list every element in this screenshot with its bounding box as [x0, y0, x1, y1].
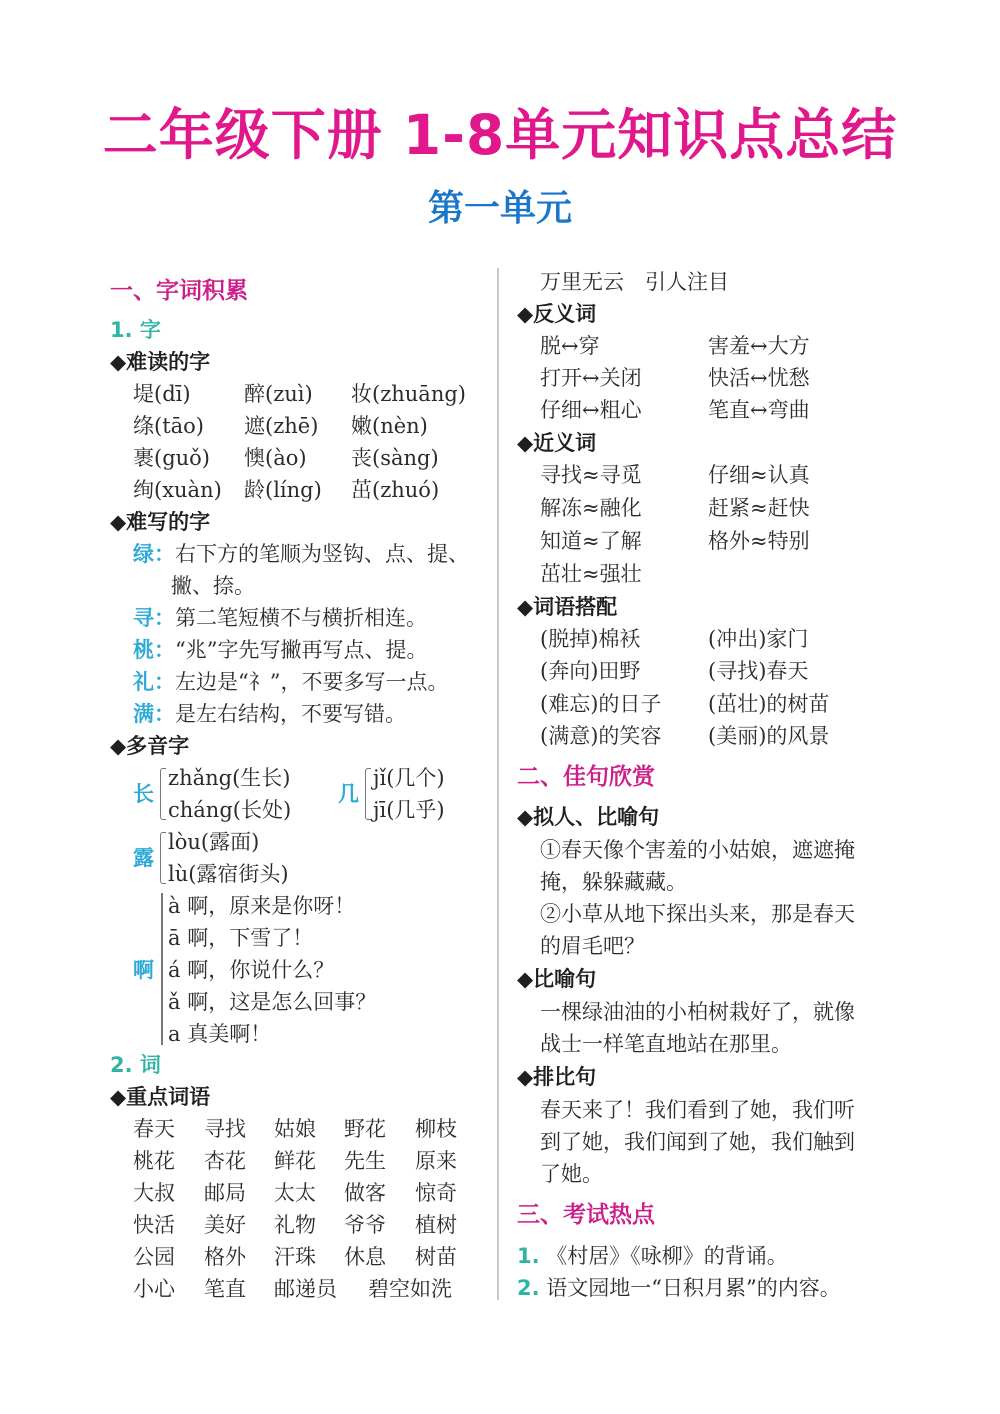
polyphone-example: a 真美啊！	[168, 1022, 272, 1046]
hard-read-item: 妆(zhuāng)	[351, 382, 466, 406]
sentence-line: 一棵绿油油的小柏树栽好了，就像	[540, 1000, 855, 1024]
subheading-characters: 1. 字	[110, 318, 161, 342]
synonym-pair: 赶紧≈赶快	[708, 496, 810, 520]
polyphone-reading: jǐ(几个)	[373, 766, 445, 790]
word: 寻找	[204, 1117, 246, 1141]
word: 大叔	[133, 1181, 175, 1205]
polyphone-reading: cháng(长处)	[168, 798, 292, 822]
word: 桃花	[133, 1149, 175, 1173]
word: 休息	[344, 1245, 386, 1269]
hard-read-item: 懊(ào)	[244, 446, 307, 470]
polyphone-reading: jī(几乎)	[373, 798, 445, 822]
word: 鲜花	[274, 1149, 316, 1173]
word: 做客	[344, 1181, 386, 1205]
heading-polyphones: ◆多音字	[110, 733, 190, 758]
collocation: (美丽)的风景	[708, 724, 830, 748]
hard-read-item: 醉(zuì)	[244, 382, 313, 406]
antonym-pair: 快活↔忧愁	[708, 366, 810, 390]
heading-hard-to-read: ◆难读的字	[110, 349, 211, 374]
antonym-pair: 打开↔关闭	[540, 366, 642, 390]
polyphone-char: 长	[133, 781, 154, 806]
exam-point: 1. 《村居》《咏柳》的背诵。	[517, 1244, 788, 1268]
synonym-pair: 茁壮≈强壮	[540, 562, 642, 586]
heading-hard-to-write: ◆难写的字	[110, 509, 211, 534]
word: 邮局	[204, 1181, 246, 1205]
word: 姑娘	[274, 1117, 316, 1141]
polyphone-example: ǎ 啊，这是怎么回事？	[168, 990, 377, 1014]
subheading-words: 2. 词	[110, 1053, 161, 1077]
word: 快活	[133, 1213, 175, 1237]
hard-write-item: 礼：左边是“礻”，不要多写一点。	[133, 669, 449, 694]
polyphone-reading: lòu(露面)	[168, 830, 260, 854]
heading-collocations: ◆词语搭配	[517, 594, 618, 619]
synonym-pair: 知道≈了解	[540, 529, 642, 553]
sentence-line: 掩，躲躲藏藏。	[540, 870, 687, 894]
word: 格外	[204, 1245, 246, 1269]
polyphone-reading: lù(露宿街头)	[168, 862, 289, 886]
synonym-pair: 仔细≈认真	[708, 463, 810, 487]
heading-key-words: ◆重点词语	[110, 1084, 211, 1109]
word: 春天	[133, 1117, 175, 1141]
left-column	[0, 0, 497, 1414]
hard-read-item: 绦(tāo)	[133, 414, 204, 438]
hard-read-item: 嫩(nèn)	[351, 414, 428, 438]
word: 野花	[344, 1117, 386, 1141]
brace	[365, 768, 371, 820]
exam-point: 2. 语文园地一“日积月累”的内容。	[517, 1276, 841, 1300]
sentence-line: 的眉毛吧？	[540, 934, 645, 958]
hard-read-item: 裹(guǒ)	[133, 446, 210, 470]
polyphone-example: á 啊，你说什么？	[168, 958, 335, 982]
sentence-line: 到了她，我们闻到了她，我们触到	[540, 1130, 855, 1154]
word: 爷爷	[344, 1213, 386, 1237]
word: 植树	[415, 1213, 457, 1237]
sentence-line: ②小草从地下探出头来，那是春天	[540, 902, 855, 926]
polyphone-char: 几	[338, 781, 359, 806]
hard-read-item: 茁(zhuó)	[351, 478, 440, 502]
collocation: (寻找)春天	[708, 659, 809, 683]
right-column	[500, 0, 1000, 1414]
word: 公园	[133, 1245, 175, 1269]
antonym-pair: 笔直↔弯曲	[708, 398, 810, 422]
word: 汗珠	[274, 1245, 316, 1269]
sentence-line: 战士一样笔直地站在那里。	[540, 1032, 792, 1056]
sentence-line: ①春天像个害羞的小姑娘，遮遮掩	[540, 838, 855, 862]
brace	[160, 768, 166, 820]
section-heading-sentences: 二、佳句欣赏	[517, 764, 655, 790]
polyphone-example: ā 啊，下雪了！	[168, 926, 314, 950]
word: 美好	[204, 1213, 246, 1237]
idioms-line: 万里无云 引人注目	[540, 270, 729, 294]
word: 原来	[415, 1149, 457, 1173]
bracket-line	[161, 893, 163, 1045]
heading-metaphor: ◆比喻句	[517, 966, 597, 991]
word: 小心	[133, 1277, 175, 1301]
word: 邮递员	[274, 1277, 337, 1301]
word: 柳枝	[415, 1117, 457, 1141]
column-divider	[497, 268, 499, 1300]
word: 笔直	[204, 1277, 246, 1301]
collocation: (茁壮)的树苗	[708, 692, 830, 716]
word: 礼物	[274, 1213, 316, 1237]
collocation: (脱掉)棉袄	[540, 627, 641, 651]
word: 杏花	[204, 1149, 246, 1173]
sentence-line: 春天来了！我们看到了她，我们听	[540, 1098, 855, 1122]
heading-antonyms: ◆反义词	[517, 301, 597, 326]
polyphone-char: 啊	[133, 957, 154, 982]
word: 树苗	[415, 1245, 457, 1269]
collocation: (满意)的笑容	[540, 724, 662, 748]
brace	[160, 832, 166, 884]
section-heading-exam: 三、考试热点	[517, 1202, 655, 1228]
antonym-pair: 害羞↔大方	[708, 334, 810, 358]
collocation: (冲出)家门	[708, 627, 809, 651]
word: 太太	[274, 1181, 316, 1205]
hard-read-item: 龄(líng)	[244, 478, 322, 502]
hard-write-item: 绿：右下方的笔顺为竖钩、点、提、	[133, 541, 469, 566]
polyphone-char: 露	[133, 845, 154, 870]
page-title: 二年级下册 1-8单元知识点总结	[102, 103, 898, 167]
word: 碧空如洗	[368, 1277, 452, 1301]
antonym-pair: 仔细↔粗心	[540, 398, 642, 422]
hard-write-item: 满：是左右结构，不要写错。	[133, 701, 406, 726]
hard-write-item: 撇、捺。	[171, 574, 255, 598]
heading-synonyms: ◆近义词	[517, 430, 597, 455]
polyphone-reading: zhǎng(生长)	[168, 766, 291, 790]
polyphone-example: à 啊，原来是你呀！	[168, 894, 356, 918]
heading-parallelism: ◆排比句	[517, 1064, 597, 1089]
hard-write-item: 桃：“兆”字先写撇再写点、提。	[133, 637, 428, 662]
hard-read-item: 绚(xuàn)	[133, 478, 222, 502]
hard-read-item: 遮(zhē)	[244, 414, 319, 438]
hard-read-item: 丧(sàng)	[351, 446, 439, 470]
sentence-line: 了她。	[540, 1162, 603, 1186]
collocation: (奔向)田野	[540, 659, 641, 683]
hard-read-item: 堤(dī)	[133, 382, 191, 406]
synonym-pair: 解冻≈融化	[540, 496, 642, 520]
hard-write-item: 寻：第二笔短横不与横折相连。	[133, 605, 427, 630]
unit-title: 第一单元	[427, 188, 572, 229]
word: 惊奇	[415, 1181, 457, 1205]
synonym-pair: 格外≈特别	[708, 529, 810, 553]
synonym-pair: 寻找≈寻觅	[540, 463, 642, 487]
heading-personification: ◆拟人、比喻句	[517, 804, 660, 829]
word: 先生	[344, 1149, 386, 1173]
collocation: (难忘)的日子	[540, 692, 662, 716]
antonym-pair: 脱↔穿	[540, 334, 600, 358]
section-heading-vocab: 一、字词积累	[110, 278, 248, 304]
